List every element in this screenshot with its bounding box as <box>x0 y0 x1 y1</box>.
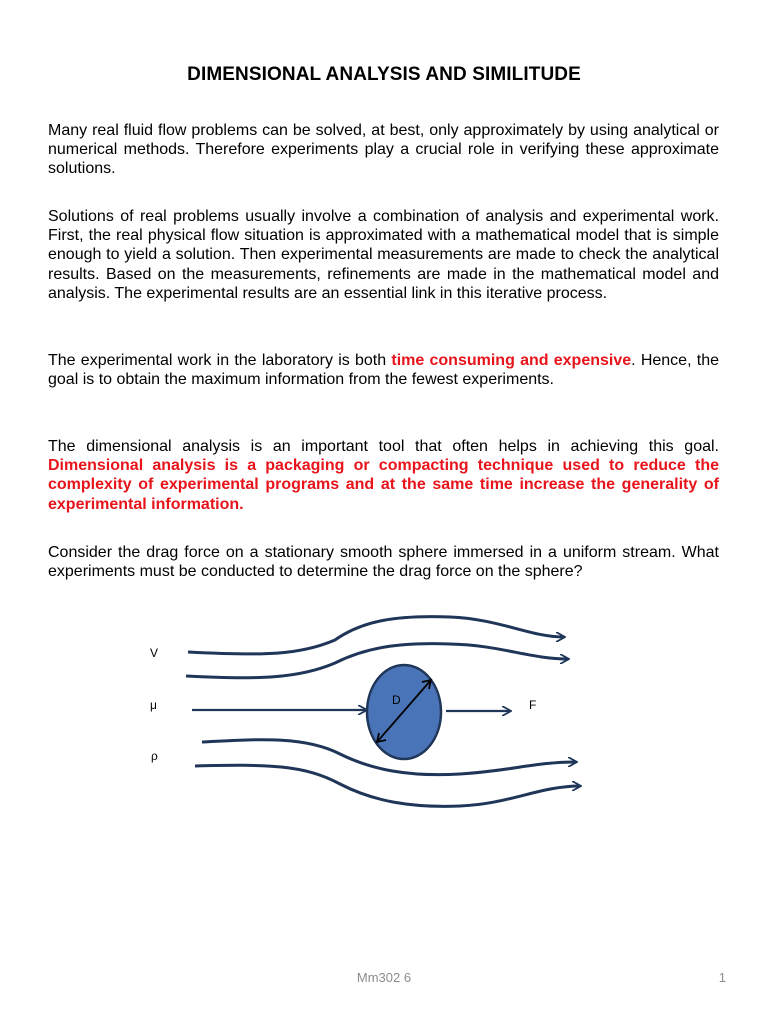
streamline-lower-outer <box>195 765 580 806</box>
page-title: DIMENSIONAL ANALYSIS AND SIMILITUDE <box>187 64 581 85</box>
streamline-upper-inner <box>186 644 568 678</box>
paragraph-3-text-end: . Hence, the goal is to obtain the maximum information from the fewest experiments. <box>48 352 719 389</box>
footer-page-number: 1 <box>718 970 726 985</box>
flow-around-sphere-diagram <box>0 600 768 840</box>
label-viscosity: μ <box>150 698 157 712</box>
paragraph-dimensional-analysis <box>48 437 719 514</box>
paragraph-drag-question: Consider the drag force on a stationary smooth sphere immersed in a uniform stream. What experiments must be conducted to determine the drag force on the sphere? <box>48 544 719 581</box>
label-density: ρ <box>151 749 158 763</box>
label-force: F <box>529 698 537 712</box>
paragraph-3-text-start: The experimental work in the laboratory is both <box>48 352 392 369</box>
footer-course-code: Mm302 6 <box>356 970 412 985</box>
paragraph-intro: Many real fluid flow problems can be solved, at best, only approximately by using analytical or numerical methods. Therefore experiments play a crucial role in verifying these approximate solutions. <box>48 122 719 178</box>
highlight-time-consuming: time consuming and expensive <box>391 352 632 369</box>
highlight-definition: Dimensional analysis is a packaging or compacting technique used to reduce the complexity of experimental programs and at the same time increase the generality of experimental information. <box>48 457 719 513</box>
paragraph-4-text-start: The dimensional analysis is an important tool that often helps in achieving this goal. <box>48 438 719 455</box>
paragraph-experimental-work <box>48 351 719 389</box>
label-diameter: D <box>392 693 401 707</box>
label-velocity: V <box>150 646 159 660</box>
paragraph-solutions: Solutions of real problems usually involve a combination of analysis and experimental work. First, the real physical flow situation is approximated with a mathematical model that is simple enough to yield a solution. Then experimental measurements are made to check the analytical results. Based on the measurements, refinements are made in the mathematical model and analysis. The experimental results are an essential link in this iterative process. <box>48 208 719 302</box>
